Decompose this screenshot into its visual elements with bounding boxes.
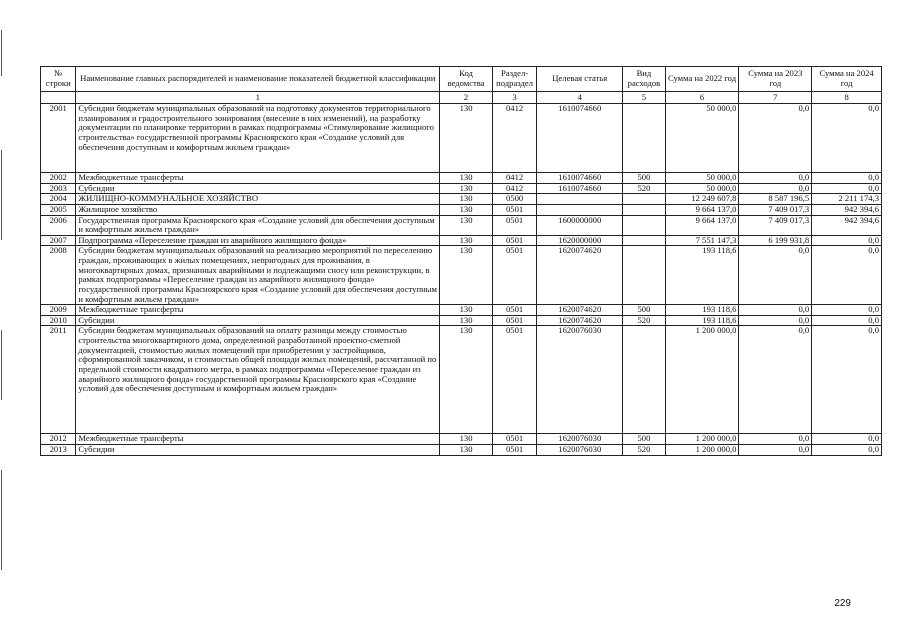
col-number: 3 bbox=[492, 92, 536, 104]
sum-2024: 0,0 bbox=[812, 305, 882, 316]
section-code: 0501 bbox=[492, 434, 536, 445]
table-row bbox=[41, 315, 882, 326]
department-code: 130 bbox=[440, 235, 493, 246]
table-row bbox=[41, 215, 882, 235]
section-code: 0500 bbox=[492, 194, 536, 205]
sum-2024: 0,0 bbox=[812, 434, 882, 445]
target-article: 1620076030 bbox=[537, 445, 623, 456]
col-header-row-number: № строки bbox=[41, 67, 76, 92]
col-header-sum-2023: Сумма на 2023 год bbox=[739, 67, 812, 92]
budget-table bbox=[40, 66, 882, 456]
expense-type: 520 bbox=[623, 445, 665, 456]
row-number: 2002 bbox=[41, 173, 76, 184]
sum-2023: 0,0 bbox=[739, 183, 812, 194]
section-code: 0501 bbox=[492, 204, 536, 215]
row-number: 2005 bbox=[41, 204, 76, 215]
sum-2024: 942 394,6 bbox=[812, 215, 882, 235]
col-header-section: Раздел-подраздел bbox=[492, 67, 536, 92]
row-number: 2012 bbox=[41, 434, 76, 445]
sum-2023: 0,0 bbox=[739, 173, 812, 184]
department-code: 130 bbox=[440, 434, 493, 445]
expense-type: 500 bbox=[623, 173, 665, 184]
sum-2023: 0,0 bbox=[739, 434, 812, 445]
section-code: 0501 bbox=[492, 315, 536, 326]
row-number: 2009 bbox=[41, 305, 76, 316]
left-margin-line bbox=[1, 470, 2, 570]
sum-2024: 0,0 bbox=[812, 315, 882, 326]
expense-type bbox=[623, 246, 665, 305]
section-code: 0412 bbox=[492, 173, 536, 184]
target-article bbox=[537, 204, 623, 215]
col-number: 1 bbox=[76, 92, 440, 104]
sum-2022: 12 249 607,8 bbox=[665, 194, 739, 205]
sum-2022: 193 118,6 bbox=[665, 246, 739, 305]
department-code: 130 bbox=[440, 215, 493, 235]
sum-2024: 0,0 bbox=[812, 183, 882, 194]
target-article: 1600000000 bbox=[537, 215, 623, 235]
department-code: 130 bbox=[440, 326, 493, 434]
col-header-target-article: Целевая статья bbox=[537, 67, 623, 92]
sum-2023: 7 409 017,3 bbox=[739, 215, 812, 235]
col-number: 8 bbox=[812, 92, 882, 104]
row-name: Субсидии бюджетам муниципальных образований на реализацию мероприятий по переселению граждан, проживающих в жилых помещениях, непригодных для проживания, в многоквартирных домах, признанных аварийными и подлежащими сносу или реконструкции, в рамках подпрограммы «Переселение граждан из аварийного жилищного фонда» государственной программы Красноярского края «Создание условий для обеспечения доступным и комфортным жильем граждан» bbox=[76, 246, 440, 305]
row-number: 2010 bbox=[41, 315, 76, 326]
sum-2023: 0,0 bbox=[739, 326, 812, 434]
row-number: 2004 bbox=[41, 194, 76, 205]
row-name: Субсидии bbox=[76, 315, 440, 326]
sum-2024: 2 211 174,3 bbox=[812, 194, 882, 205]
target-article: 1620076030 bbox=[537, 326, 623, 434]
section-code: 0412 bbox=[492, 104, 536, 173]
table-row bbox=[41, 326, 882, 434]
row-number: 2003 bbox=[41, 183, 76, 194]
table-row bbox=[41, 434, 882, 445]
col-header-sum-2024: Сумма на 2024 год bbox=[812, 67, 882, 92]
expense-type bbox=[623, 235, 665, 246]
table-row bbox=[41, 104, 882, 173]
sum-2022: 1 200 000,0 bbox=[665, 326, 739, 434]
sum-2024: 942 394,6 bbox=[812, 204, 882, 215]
section-code: 0501 bbox=[492, 215, 536, 235]
table-row bbox=[41, 305, 882, 316]
row-name: ЖИЛИЩНО-КОММУНАЛЬНОЕ ХОЗЯЙСТВО bbox=[76, 194, 440, 205]
table-row bbox=[41, 183, 882, 194]
sum-2022: 9 664 137,0 bbox=[665, 215, 739, 235]
row-name: Субсидии бюджетам муниципальных образований на оплату разницы между стоимостью строительства многоквартирного дома, определенной разработанной проектно-сметной документацией, стоимостью жилых помещений при приобретении у застройщиков, сформированной заказчиком, и стоимостью общей площади жилых помещений, рассчитанной по предельной стоимости квадратного метра, в рамках подпрограммы «Переселение граждан из аварийного жилищного фонда» государственной программы Красноярского края «Создание условий для обеспечения доступным и комфортным жильем граждан» bbox=[76, 326, 440, 434]
expense-type: 500 bbox=[623, 434, 665, 445]
table-row bbox=[41, 204, 882, 215]
target-article: 1620076030 bbox=[537, 434, 623, 445]
col-header-department-code: Код ведомства bbox=[440, 67, 493, 92]
row-name: Межбюджетные трансферты bbox=[76, 305, 440, 316]
target-article: 1620074620 bbox=[537, 246, 623, 305]
sum-2024: 0,0 bbox=[812, 173, 882, 184]
row-name: Субсидии бюджетам муниципальных образований на подготовку документов территориального планирования и градостроительного зонирования (внесение в них изменений), на разработку документации по планировке территории в рамках подпрограммы «Стимулирование жилищного строительства» государственной программы Красноярского края «Создание условий для обеспечения доступным и комфортным жильем граждан» bbox=[76, 104, 440, 173]
col-number bbox=[41, 92, 76, 104]
row-number: 2006 bbox=[41, 215, 76, 235]
department-code: 130 bbox=[440, 194, 493, 205]
left-margin-line bbox=[1, 330, 2, 400]
col-number: 6 bbox=[665, 92, 739, 104]
col-number: 2 bbox=[440, 92, 493, 104]
col-number: 5 bbox=[623, 92, 665, 104]
row-number: 2013 bbox=[41, 445, 76, 456]
department-code: 130 bbox=[440, 173, 493, 184]
expense-type: 500 bbox=[623, 305, 665, 316]
expense-type bbox=[623, 215, 665, 235]
page-number: 229 bbox=[834, 598, 851, 609]
col-number: 4 bbox=[537, 92, 623, 104]
department-code: 130 bbox=[440, 204, 493, 215]
expense-type bbox=[623, 204, 665, 215]
row-number: 2008 bbox=[41, 246, 76, 305]
sum-2023: 6 199 931,8 bbox=[739, 235, 812, 246]
row-number: 2007 bbox=[41, 235, 76, 246]
sum-2023: 7 409 017,3 bbox=[739, 204, 812, 215]
row-name: Жилищное хозяйство bbox=[76, 204, 440, 215]
sum-2024: 0,0 bbox=[812, 235, 882, 246]
target-article: 1620000000 bbox=[537, 235, 623, 246]
department-code: 130 bbox=[440, 305, 493, 316]
department-code: 130 bbox=[440, 246, 493, 305]
table-row bbox=[41, 194, 882, 205]
target-article bbox=[537, 194, 623, 205]
target-article: 1620074620 bbox=[537, 305, 623, 316]
expense-type: 520 bbox=[623, 315, 665, 326]
row-name: Подпрограмма «Переселение граждан из аварийного жилищного фонда» bbox=[76, 235, 440, 246]
sum-2022: 1 200 000,0 bbox=[665, 445, 739, 456]
col-header-name: Наименование главных распорядителей и наименование показателей бюджетной классификации bbox=[76, 67, 440, 92]
left-margin-line bbox=[1, 30, 2, 76]
table-row bbox=[41, 246, 882, 305]
department-code: 130 bbox=[440, 183, 493, 194]
row-name: Государственная программа Красноярского края «Создание условий для обеспечения доступным и комфортным жильем граждан» bbox=[76, 215, 440, 235]
sum-2023: 0,0 bbox=[739, 104, 812, 173]
row-name: Субсидии bbox=[76, 183, 440, 194]
sum-2023: 0,0 bbox=[739, 445, 812, 456]
sum-2022: 50 000,0 bbox=[665, 183, 739, 194]
section-code: 0501 bbox=[492, 246, 536, 305]
col-number: 7 bbox=[739, 92, 812, 104]
sum-2023: 0,0 bbox=[739, 305, 812, 316]
expense-type bbox=[623, 104, 665, 173]
sum-2024: 0,0 bbox=[812, 445, 882, 456]
row-number: 2011 bbox=[41, 326, 76, 434]
left-margin-line bbox=[1, 150, 2, 240]
sum-2024: 0,0 bbox=[812, 104, 882, 173]
department-code: 130 bbox=[440, 104, 493, 173]
sum-2022: 50 000,0 bbox=[665, 173, 739, 184]
department-code: 130 bbox=[440, 315, 493, 326]
target-article: 1610074660 bbox=[537, 183, 623, 194]
row-name: Межбюджетные трансферты bbox=[76, 434, 440, 445]
section-code: 0501 bbox=[492, 235, 536, 246]
section-code: 0412 bbox=[492, 183, 536, 194]
target-article: 1610074660 bbox=[537, 173, 623, 184]
header-row bbox=[41, 67, 882, 92]
sum-2023: 0,0 bbox=[739, 315, 812, 326]
department-code: 130 bbox=[440, 445, 493, 456]
col-header-sum-2022: Сумма на 2022 год bbox=[665, 67, 739, 92]
table-row bbox=[41, 173, 882, 184]
table-row bbox=[41, 445, 882, 456]
expense-type bbox=[623, 194, 665, 205]
column-number-row bbox=[41, 92, 882, 104]
sum-2023: 0,0 bbox=[739, 246, 812, 305]
target-article: 1620074620 bbox=[537, 315, 623, 326]
section-code: 0501 bbox=[492, 305, 536, 316]
expense-type bbox=[623, 326, 665, 434]
row-name: Межбюджетные трансферты bbox=[76, 173, 440, 184]
section-code: 0501 bbox=[492, 326, 536, 434]
sum-2022: 193 118,6 bbox=[665, 315, 739, 326]
sum-2024: 0,0 bbox=[812, 326, 882, 434]
sum-2022: 7 551 147,3 bbox=[665, 235, 739, 246]
expense-type: 520 bbox=[623, 183, 665, 194]
sum-2022: 50 000,0 bbox=[665, 104, 739, 173]
col-header-expense-type: Вид расходов bbox=[623, 67, 665, 92]
sum-2024: 0,0 bbox=[812, 246, 882, 305]
sum-2022: 9 664 137,0 bbox=[665, 204, 739, 215]
table-row bbox=[41, 235, 882, 246]
sum-2022: 1 200 000,0 bbox=[665, 434, 739, 445]
sum-2023: 8 587 196,5 bbox=[739, 194, 812, 205]
sum-2022: 193 118,6 bbox=[665, 305, 739, 316]
target-article: 1610074660 bbox=[537, 104, 623, 173]
row-number: 2001 bbox=[41, 104, 76, 173]
row-name: Субсидии bbox=[76, 445, 440, 456]
section-code: 0501 bbox=[492, 445, 536, 456]
